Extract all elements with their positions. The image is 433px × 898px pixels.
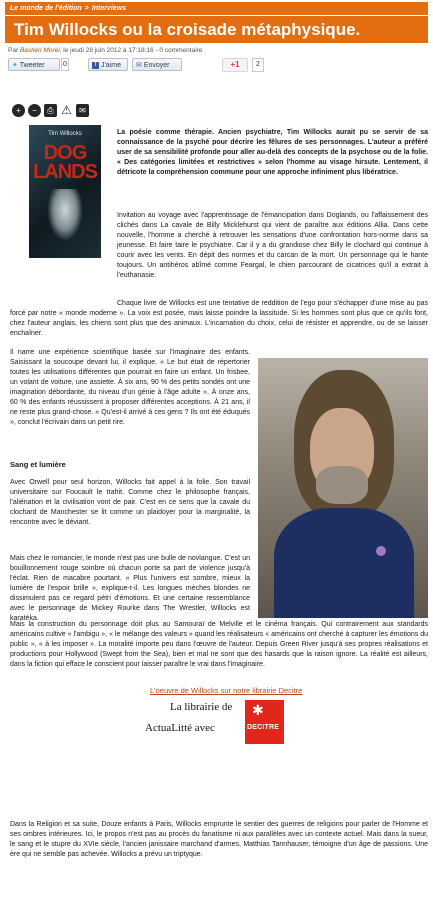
- author-link[interactable]: Bastien Morel: [19, 47, 60, 54]
- article-intro: La poésie comme thérapie. Ancien psychiatre, Tim Willocks aurait pu se servir de sa connaissance de la psyché pour décrire les fêlures de ses personnages. L'auteur a préféré user de sa sensibilité profonde pour aller au-delà des concepts de la psychose ou de la folie. « Des catégories limitées et restrictives » selon l'homme au visage hirsute. Lentement, il détricote la compréhension commune pour une approche infiniment plus libératrice.: [117, 129, 428, 176]
- google-plus-button[interactable]: +1: [222, 58, 248, 72]
- google-plus-count: 2: [252, 58, 264, 72]
- article-paragraph: Il narre une expérience scientifique basée sur l'imaginaire des enfants. Saisissant la soucoupe devant lui, il explique. « Le but était de répertorier toutes les utilisations différentes que pourrait en faire un enfant. Un frisbee, un volant de voiture, une assiette. À six ans, 90 % des petits sondés ont une imagination débordante, du niveau d'un génie à l'âge adulte ». À onze ans, 60 % des enfants réussissent à proposer différentes acceptions. À 21 ans, il ne reste plus grand-chose. « Qu'est-il arrivé à ces gens ? Ils ont été éduqués », conclut l'écrivain dans un petit rire.: [10, 349, 250, 426]
- send-label: Envoyer: [143, 62, 170, 69]
- logo-text-line1: La librairie de: [170, 701, 233, 713]
- cover-title-line2: LANDS: [33, 161, 97, 183]
- cover-author: Tim Willocks: [48, 131, 82, 137]
- tweet-button[interactable]: [8, 58, 60, 71]
- cover-title-line1: DOG: [43, 142, 87, 164]
- print-icon[interactable]: ⎙: [44, 104, 57, 117]
- alert-icon[interactable]: ⚠: [61, 103, 72, 117]
- breadcrumb-separator: >: [84, 5, 89, 12]
- meta-prefix: Par: [8, 47, 19, 54]
- article-paragraph: Avec Orwell pour seul horizon, Willocks fait appel à la folie. Son travail universitaire sur Foucault le trahit. Comme chez le philosophe français, l'aliénation et la civilisation vont de pair. C'est en ce sens que la cavale du clochard de Manchester se lit comme un plaidoyer pour la marginalité, la rencontre avec le déviant.: [10, 479, 250, 526]
- article-paragraph: Invitation au voyage avec l'apprentissage de l'émancipation dans Doglands, ou l'affaissement des clichés dans La cavale de Billy Micklehurst qui vient de paraître aux éditions Allia. Dans cette nouvelle, l'homme a cherché à retrouver les sensations d'une confrontation hors-norme dans sa jeunesse. Et faire taire le psychiatre. Car il y a du grandiose chez Billy le clochard qui continue à courir avec les vents. En dépit des normes et du carcan de la mort. Un personnage qui le hante toujours. Un antihéros abîmé comme Feargal, le chien parcourant de cicatrices qu'il a extrait à l'euthanasie.: [117, 212, 428, 279]
- article-paragraph: Mais la construction du personnage doit plus au Samouraï de Melville et le cinéma français. Qui contrairement aux standards américains cultive « l'ambigu », « le mélange des valeurs » quand les réalisateurs « américains ont cherché à capturer les émotions du public », « à les imposer ». La moralité importe peu dans l'œuvre de l'auteur. Depuis Green River jusqu'à ses propres réalisations et productions pour Hollywood (Swept from the Sea), bien et mal ne sont que des hasards que la raison ignore. La réalité est ailleurs, dans la fiction qui efface le conscient pour laisser paraître le vrai dans l'imaginaire.: [10, 621, 428, 668]
- article-paragraph: Mais chez le romancier, le monde n'est pas une bulle de novlangue. C'est un bouillonnement rouge sombre où chacun porte sa part de violence jusqu'à l'éclat. Rien de macabre pourtant. « Plus l'univers est sombre, mieux la lumière de l'espoir brille », explique-t-il. Les longues mèches blondes ne dissimulent pas ce regard pétri d'émotions. Et une certaine ressemblance avec le personnage de Mickey Rourke dans The Wrestler, Willocks est karatéka.: [10, 555, 250, 622]
- cover-wolf-image: [47, 189, 83, 241]
- share-bar: [8, 58, 428, 73]
- section-heading: Sang et lumière: [10, 460, 66, 469]
- breadcrumb-subsection[interactable]: Interviews: [91, 5, 127, 12]
- twitter-icon: ✦: [12, 62, 18, 69]
- photo-shirt: [274, 508, 414, 618]
- like-button[interactable]: [88, 58, 128, 71]
- author-photo: [258, 358, 428, 618]
- tweet-count: 0: [61, 58, 69, 71]
- facebook-icon: f: [92, 62, 99, 69]
- decitre-link[interactable]: L'oeuvre de Willocks sur notre librairie Decitre: [150, 686, 303, 695]
- zoom-in-icon[interactable]: +: [12, 104, 25, 117]
- photo-badge: [376, 546, 386, 556]
- article-paragraph: Dans la Religion et sa suite, Douze enfants à Paris, Willocks emprunte le sentier des guerres de religions pour parler de l'Homme et ses ombres intérieures. Ici, le propos n'est pas au procès du fanatisme ni aux parallèles avec un contexte actuel. Mais dans la sueur, le sang et le stupre du XVIe siècle, l'ancien janissaire marchand d'armes, Matthias Tannhauser, témoigne d'un âge de passions. Une ère qui ne semble pas achevée. Willocks a prévu un triptyque.: [10, 821, 428, 858]
- breadcrumb-section[interactable]: Le monde de l'édition: [10, 5, 82, 12]
- send-icon: ✉: [136, 62, 142, 69]
- email-icon[interactable]: ✉: [76, 104, 89, 117]
- meta-date: , le jeudi 28 juin 2012 à 17:18:16 - 0 commentaire: [59, 47, 203, 54]
- zoom-out-icon[interactable]: −: [28, 104, 41, 117]
- decitre-logo[interactable]: [245, 700, 284, 744]
- book-cover[interactable]: [29, 125, 101, 258]
- article-meta: [8, 47, 202, 54]
- photo-beard: [316, 466, 368, 504]
- logo-text-line2: ActuaLitté avec: [145, 722, 215, 734]
- breadcrumb: [5, 2, 428, 15]
- star-icon: ✱: [252, 702, 264, 718]
- article-title: Tim Willocks ou la croisade métaphysique.: [5, 16, 428, 43]
- send-button[interactable]: [132, 58, 182, 71]
- decitre-brand: DECITRE: [247, 724, 280, 731]
- article-paragraph: Chaque livre de Willocks est une tentative de reddition de l'ego pour s'échapper d'une mise au pas forcé par notre « monde moderne ». La voix est posée, mais laisse poindre la lassitude. Si les hommes sont plus que ce qu'ils font, chez l'auteur anglais, les chiens sont plus que des animaux. L'incarnation du choix, celui de résister et apprendre, ou de se laisser enchaîner.: [10, 300, 428, 337]
- like-label: J'aime: [100, 62, 121, 69]
- tweet-label: Tweeter: [19, 62, 45, 69]
